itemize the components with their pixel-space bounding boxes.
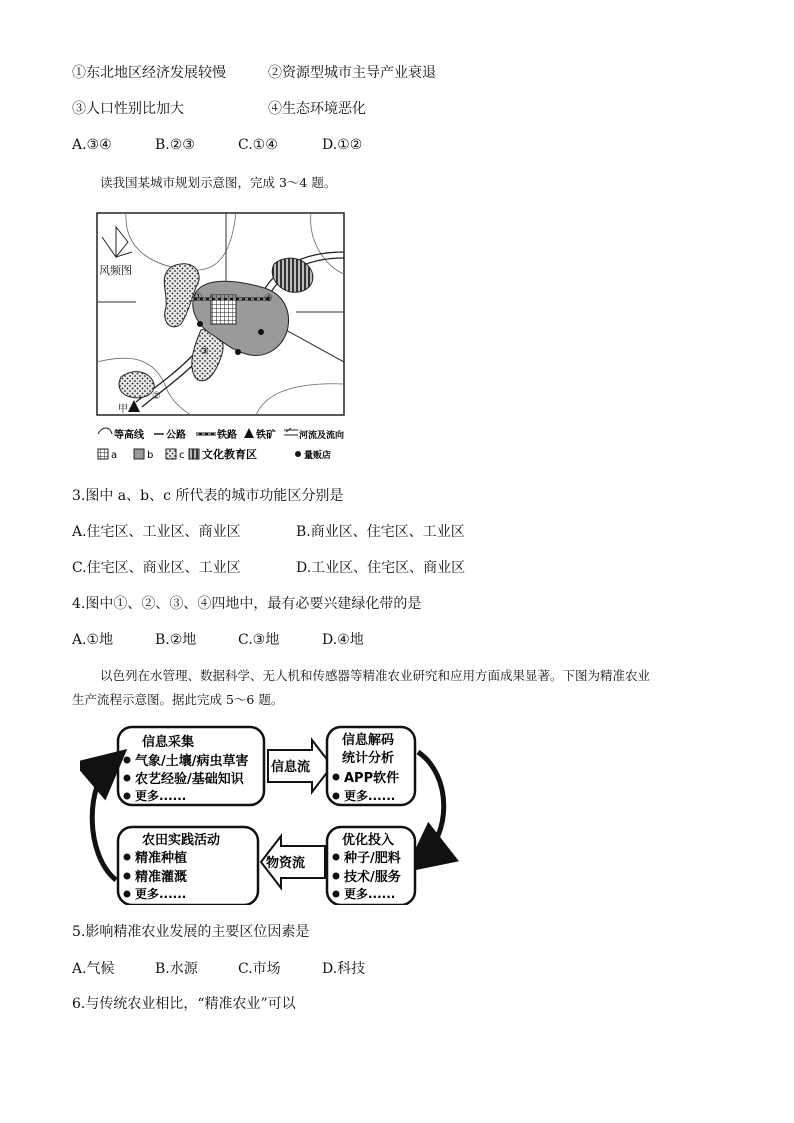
q5-option-a: A.气候 <box>72 961 115 977</box>
label-jia: 甲 <box>118 404 128 415</box>
iron-mine-legend-icon <box>244 428 254 438</box>
zone-c-legend-icon <box>166 449 176 459</box>
box2-title: 信息解码 <box>342 733 395 748</box>
box3-item-3: 更多...... <box>344 887 396 901</box>
store-legend-icon <box>295 451 301 457</box>
box3-title: 优化投入 <box>342 833 395 848</box>
intro-q5-q6-line2: 生产流程示意图。据此完成 5～6 题。 <box>72 692 284 707</box>
legend-b: b <box>147 450 154 461</box>
box1-item-2: 农艺经验/基础知识 <box>135 772 244 787</box>
q5-stem: 5.影响精准农业发展的主要区位因素是 <box>72 924 310 940</box>
marker-3: ③ <box>200 346 209 357</box>
cycle-arrow-right <box>418 752 444 860</box>
legend-contour: 等高线 <box>114 430 144 441</box>
marker-2: ② <box>152 391 161 402</box>
zone-c-south <box>119 372 154 398</box>
city-planning-map <box>96 212 356 467</box>
q2-item-4: ④生态环境恶化 <box>268 101 366 117</box>
contour-legend-icon <box>98 428 112 434</box>
q2-option-b: B.②③ <box>155 137 195 153</box>
precision-agriculture-flow <box>80 720 465 905</box>
legend-river: 河流及流向 <box>299 431 345 441</box>
box1-item-3: 更多...... <box>135 789 187 803</box>
cycle-arrow-left <box>92 762 116 880</box>
q4-stem: 4.图中①、②、③、④四地中，最有必要兴建绿化带的是 <box>72 596 422 612</box>
legend-c: c <box>179 450 185 461</box>
q2-item-1: ①东北地区经济发展较慢 <box>72 65 226 81</box>
box1-title: 信息采集 <box>142 735 195 750</box>
q2-option-d: D.①② <box>322 137 363 153</box>
q4-option-a: A.①地 <box>72 632 114 648</box>
q4-option-b: B.②地 <box>155 632 197 648</box>
box3-item-2: 技术/服务 <box>344 870 401 885</box>
box2-item-2: APP软件 <box>344 771 400 786</box>
box1-item-1: 气象/土壤/病虫草害 <box>135 754 249 769</box>
material-flow-label: 物资流 <box>266 856 306 871</box>
q3-option-a: A.住宅区、工业区、商业区 <box>72 524 241 540</box>
q4-option-d: D.④地 <box>322 632 364 648</box>
q5-option-d: D.科技 <box>322 961 366 977</box>
box2-item-1: 统计分析 <box>342 751 395 766</box>
q3-option-d: D.工业区、住宅区、商业区 <box>296 560 466 576</box>
q2-item-3: ③人口性别比加大 <box>72 101 184 117</box>
q6-stem: 6.与传统农业相比，“精准农业”可以 <box>72 996 296 1012</box>
intro-q5-q6-line1: 以色列在水管理、数据科学、无人机和传感器等精准农业研究和应用方面成果显著。下图为精准农业 <box>100 668 651 683</box>
q5-option-b: B.水源 <box>155 961 198 977</box>
marker-4: ④ <box>264 293 273 304</box>
box4-item-1: 精准种植 <box>135 851 188 866</box>
q2-item-2: ②资源型城市主导产业衰退 <box>268 65 436 81</box>
q4-option-c: C.③地 <box>238 632 280 648</box>
zone-a-legend-icon <box>98 449 108 459</box>
q2-option-a: A.③④ <box>72 137 112 153</box>
culture-zone-legend-icon <box>189 449 199 459</box>
river-legend-icon <box>284 428 298 435</box>
box4-title: 农田实践活动 <box>142 833 221 848</box>
zone-b-legend-icon <box>134 449 144 459</box>
q2-option-c: C.①④ <box>238 137 278 153</box>
wind-rose-label: 风频图 <box>99 264 132 277</box>
legend-railway: 铁路 <box>217 430 237 441</box>
store-marker <box>197 321 203 327</box>
box4-item-3: 更多...... <box>135 887 187 901</box>
q3-stem: 3.图中 a、b、c 所代表的城市功能区分别是 <box>72 488 344 504</box>
q3-option-c: C.住宅区、商业区、工业区 <box>72 560 241 576</box>
intro-q3-q4: 读我国某城市规划示意图，完成 3～4 题。 <box>100 175 337 190</box>
box4-item-2: 精准灌溉 <box>135 870 188 885</box>
legend-iron-mine: 铁矿 <box>256 430 276 441</box>
q3-option-b: B.商业区、住宅区、工业区 <box>296 524 465 540</box>
legend-a: a <box>111 450 118 461</box>
box3-item-1: 种子/肥料 <box>344 851 401 866</box>
legend-store: 量贩店 <box>304 451 332 461</box>
box2-item-3: 更多...... <box>344 789 396 803</box>
store-marker <box>235 349 241 355</box>
q5-option-c: C.市场 <box>238 961 281 977</box>
store-marker <box>258 329 264 335</box>
legend-culture: 文化教育区 <box>202 448 257 461</box>
info-flow-label: 信息流 <box>271 760 311 775</box>
marker-1: ① <box>194 292 203 303</box>
legend-road: 公路 <box>166 430 186 441</box>
